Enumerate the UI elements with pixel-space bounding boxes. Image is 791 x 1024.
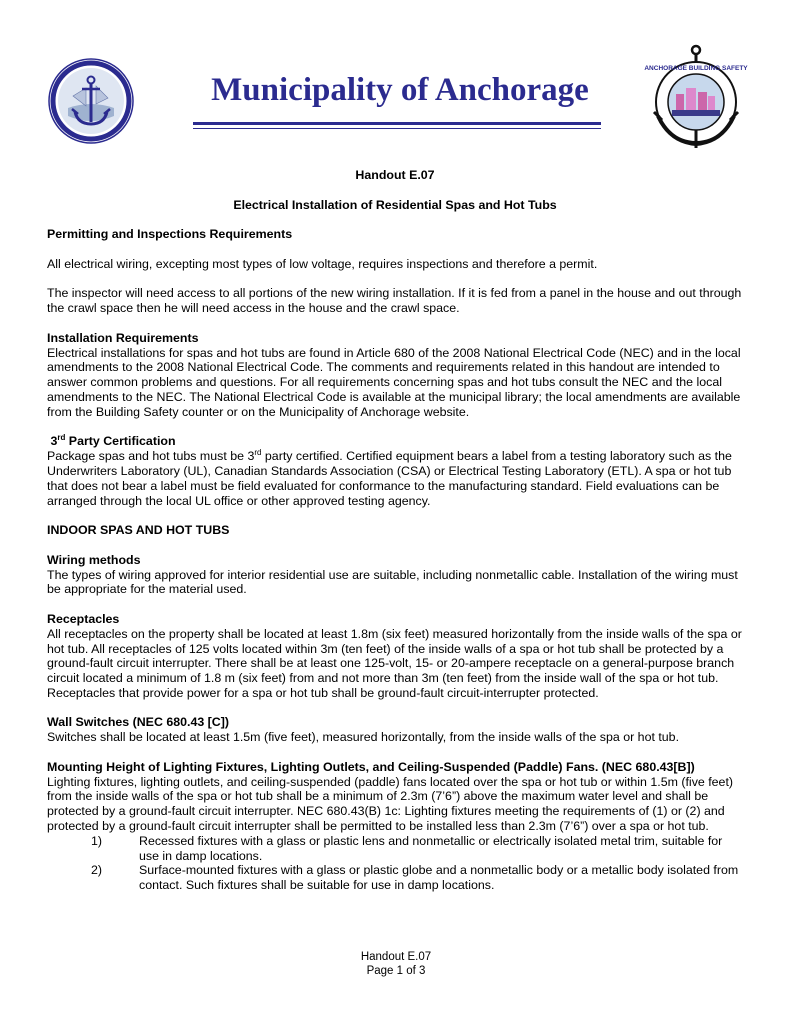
fixture-list bbox=[47, 834, 743, 893]
permit-heading: Permitting and Inspections Requirements bbox=[47, 227, 293, 242]
switches-heading: Wall Switches (NEC 680.43 [C]) bbox=[47, 715, 230, 730]
mounting-heading: Mounting Height of Lighting Fixtures, Lighting Outlets, and Ceiling-Suspended (Paddle) Fans. (NEC 680.43[B]) bbox=[47, 759, 695, 774]
list-item: 1) Recessed fixtures with a glass or plastic lens and nonmetallic or electrically isolated metal trim, suitable for use in damp locations. bbox=[91, 833, 723, 863]
footer-handout: Handout E.07 bbox=[360, 951, 432, 963]
page-title: Municipality of Anchorage bbox=[211, 72, 589, 108]
receptacles-paragraph: All receptacles on the property shall be located at least 1.8m (six feet) measured horizontally from the inside walls of the spa or hot tub. All receptacles of 125 volts located within 3m (ten feet) of the inside walls of a spa or hot tub shall be protected by a ground-fault circuit interrupter. There shall be at least one 125-volt, 15- or 20-ampere receptacle on a general-purpose branch circuit located a minimum of 1.8 m (six feet) from and not more than 3m (ten feet) from the inside wall of the spa or hot tub. Receptacles that provide power for a spa or hot tub shall be ground-fault circuit-interrupter protected. bbox=[47, 626, 742, 700]
page-footer bbox=[300, 950, 492, 978]
anchorage-seal-icon bbox=[48, 58, 134, 144]
handout-number: Handout E.07 bbox=[355, 168, 435, 182]
permit-paragraph-1: All electrical wiring, excepting most types of low voltage, requires inspections and therefore a permit. bbox=[47, 256, 598, 271]
title-rule-thin bbox=[193, 128, 601, 129]
document-subtitle: Electrical Installation of Residential Spas and Hot Tubs bbox=[233, 197, 557, 212]
install-paragraph: Electrical installations for spas and hot tubs are found in Article 680 of the 2008 National Electrical Code (NEC) and in the local amendments to the 2008 National Electrical Code. The comments and requirements related in this handout are intended to answer common problems and questions. For all requirements concerning spas and hot tubs consult the NEC and the local amendments to the NEC. The National Electrical Code is available at the municipal library; the local amendments are available from the Building Safety counter or on the Municipality of Anchorage website. bbox=[47, 345, 741, 419]
switches-paragraph: Switches shall be located at least 1.5m (five feet), measured horizontally, from the inside walls of the spa or hot tub. bbox=[47, 730, 680, 745]
seal-text: ANCHORAGE BUILDING SAFETY bbox=[644, 65, 748, 72]
indoor-heading: INDOOR SPAS AND HOT TUBS bbox=[47, 523, 230, 538]
wiring-heading: Wiring methods bbox=[47, 552, 141, 567]
certification-paragraph: Package spas and hot tubs must be 3rd party certified. Certified equipment bears a label from a testing laboratory such as the Underwriters Laboratory (UL), Canadian Standards Association (CSA) or Electrical Testing Laboratory (ETL). A spa or hot tub that does not bear a label must be field evaluated for conformance to the manufacturing standard. Field evaluations can be arranged through the local UL office or other approved testing agency. bbox=[47, 448, 732, 508]
install-heading: Installation Requirements bbox=[47, 330, 199, 345]
receptacles-heading: Receptacles bbox=[47, 611, 120, 626]
building-safety-seal-icon bbox=[644, 44, 748, 156]
document-body bbox=[47, 168, 743, 893]
wiring-paragraph: The types of wiring approved for interior residential use are suitable, including nonmetallic cable. Installation of the wiring must be appropriate for the material used. bbox=[47, 567, 738, 597]
footer-page-number: Page 1 of 3 bbox=[366, 965, 426, 977]
permit-paragraph-2: The inspector will need access to all portions of the new wiring installation. If it is fed from a panel in the house and out through the crawl space then he will need access in the house and the crawl space. bbox=[47, 286, 742, 316]
mounting-paragraph: Lighting fixtures, lighting outlets, and ceiling-suspended (paddle) fans located over the spa or hot tub or within 1.5m (five feet) from the inside walls of the spa or hot tub shall be a minimum of 2.3m (7’6”) above the maximum water level and shall be protected by a ground-fault circuit interrupter. NEC 680.43(B) 1c: Lighting fixtures meeting the requirements of (1) or (2) and protected by a ground-fault circuit interrupter shall be permitted to be installed less than 2.3m (7’6”) over a spa or hot tub. bbox=[47, 774, 734, 834]
list-item: 2) Surface-mounted fixtures with a glass or plastic globe and a nonmetallic body or a metallic body isolated from contact. Such fixtures shall be suitable for use in damp locations. bbox=[91, 863, 739, 893]
certification-heading: 3rd Party Certification bbox=[50, 433, 176, 449]
title-rule-thick bbox=[193, 122, 601, 125]
